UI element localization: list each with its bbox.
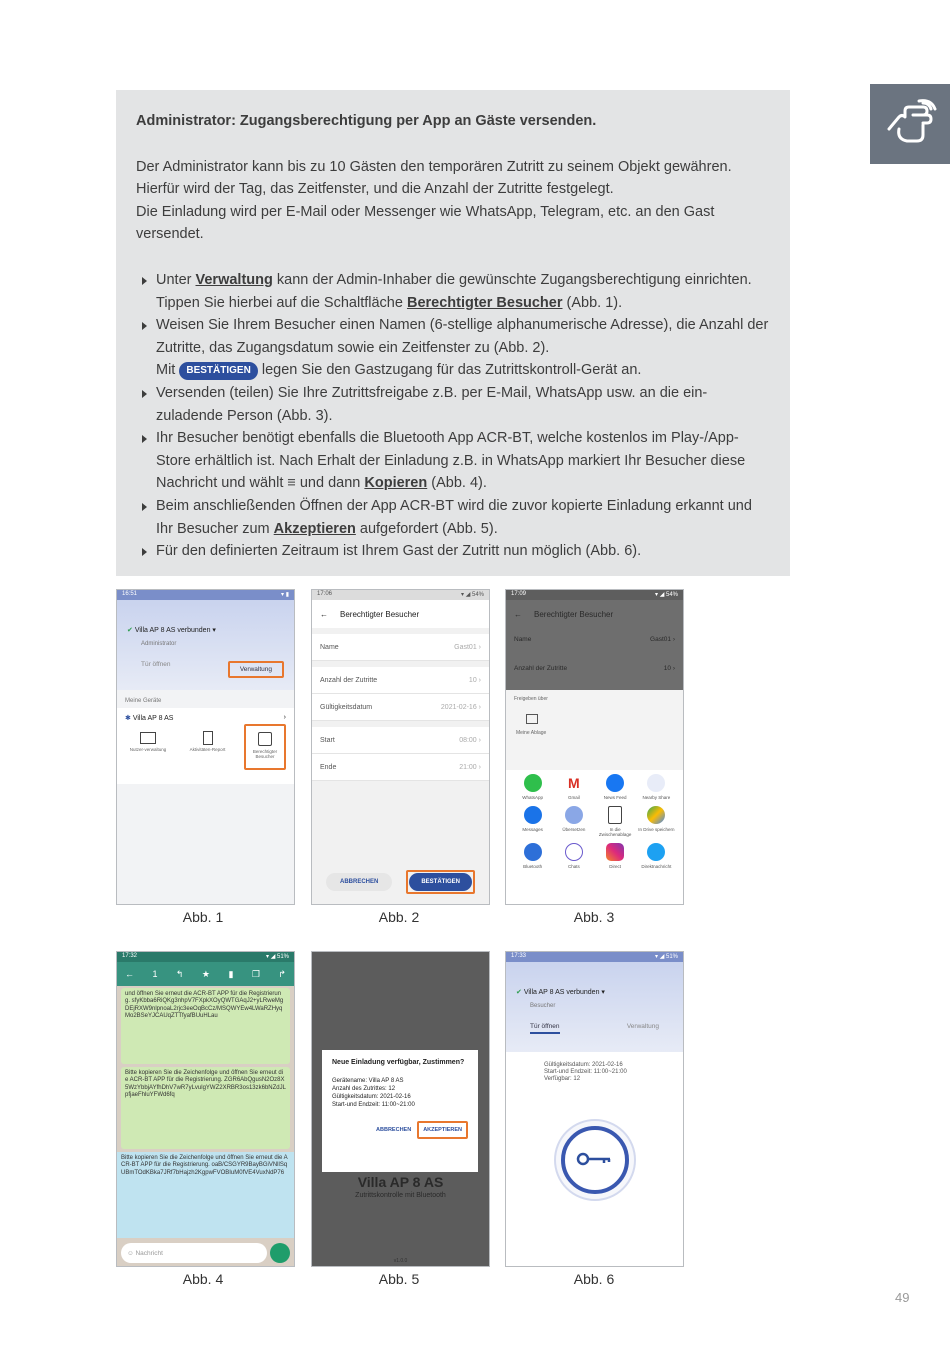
emoji-icon[interactable]: ☺ xyxy=(127,1249,134,1257)
step-item: Unter Verwaltung kann der Admin-Inhaber die gewünschte Zugangsberechtigung einrichten. Tippen Sie hierbei auf die Schaltfläche Berechtigter Besucher (Abb. 1). xyxy=(136,269,770,314)
intro-line: versendet. xyxy=(136,226,204,243)
instruction-box xyxy=(116,90,790,576)
screenshot-abb-1: 16:51 ▾ ▮ ✔ Villa AP 8 AS verbunden ▾ Administrator Tür öffnen Verwaltung Meine Geräte ✱ Villa AP 8 AS › Nutzer-verwaltung Aktivitäten-Report Berechtigter Besucher xyxy=(116,589,295,905)
selection-toolbar xyxy=(117,962,294,986)
caption-abb-5: Abb. 5 xyxy=(378,1271,420,1287)
screenshot-abb-4 xyxy=(116,951,295,1267)
share-clipboard[interactable]: In die Zwischenablage xyxy=(595,806,636,837)
tile-user-management[interactable]: Nutzer-verwaltung xyxy=(125,728,171,770)
intro-line: Der Administrator kann bis zu 10 Gästen den temporären Zutritt zu seinem Objekt gewähren. xyxy=(136,158,732,175)
tab-door-open[interactable]: Tür öffnen xyxy=(530,1023,560,1034)
step-item: Für den definierten Zeitraum ist Ihrem Gast der Zutritt nun möglich (Abb. 6). xyxy=(136,540,770,563)
intro-line: Hierfür wird der Tag, das Zeitfenster, und die Anzahl der Zutritte festgelegt. xyxy=(136,181,614,198)
storage-label[interactable]: Meine Ablage xyxy=(516,730,547,736)
key-icon xyxy=(576,1152,614,1168)
instagram-icon xyxy=(606,843,624,861)
link-kopieren: Kopieren xyxy=(364,475,428,492)
dialog-title: Neue Einladung verfügbar, Zustimmen? xyxy=(332,1059,465,1066)
share-instagram[interactable]: Direct xyxy=(595,843,636,869)
row-start[interactable]: Start 08:00 › xyxy=(312,727,489,754)
share-nearby[interactable]: Nearby Share xyxy=(636,774,677,800)
step-item: Weisen Sie Ihrem Besucher einen Namen (6-stellige alphanumerische Adresse), die Anzahl der Zutritte, das Zugangsdatum sowie ein Zeitfenster zu (Abb. 2). Mit BESTÄTIGEN legen Sie den Gastzugang für das Zutrittskontroll-Gerät an. xyxy=(136,314,770,382)
share-twitter[interactable]: Direktnachricht xyxy=(636,843,677,869)
share-gmail[interactable]: M Gmail xyxy=(553,774,594,800)
nearby-share-icon xyxy=(647,774,665,792)
screenshot-abb-5 xyxy=(311,951,490,1267)
copy-icon[interactable]: ❐ xyxy=(251,968,260,979)
tile-authorized-visitor[interactable]: Berechtigter Besucher xyxy=(244,724,286,770)
share-label: Freigeben über xyxy=(514,696,548,702)
reply-icon[interactable]: ↰ xyxy=(175,968,184,979)
share-targets xyxy=(506,770,683,873)
tile-activity-report[interactable]: Aktivitäten-Report xyxy=(185,728,231,770)
drive-icon xyxy=(647,806,665,824)
link-berechtigter-besucher: Berechtigter Besucher xyxy=(406,294,563,311)
app-brand: Villa AP 8 AS xyxy=(357,1174,444,1190)
dimmed-background: ← Berechtigter Besucher Name Gast01 › Anzahl der Zutritte 10 › xyxy=(506,600,683,690)
device-name: Villa AP 8 AS verbunden xyxy=(523,989,600,996)
status-bar: 16:51 ▾ ▮ xyxy=(117,590,294,600)
bluetooth-icon xyxy=(524,843,542,861)
caption-abb-6: Abb. 6 xyxy=(573,1271,615,1287)
touch-hand-icon xyxy=(883,99,937,150)
available-count: Verfügbar: 12 xyxy=(544,1076,581,1082)
app-bar xyxy=(312,600,489,628)
invitation-dialog: Neue Einladung verfügbar, Zustimmen? Gerätename: Villa AP 8 AS Anzahl des Zutrittes: 12 Gültigkeitsdatum: 2021-02-16 Start-und Endzeit: 11:00~21:00 ABBRECHEN AKZEPTIEREN xyxy=(322,1050,478,1172)
screenshot-abb-6 xyxy=(505,951,684,1267)
status-bar: 17:09 ▾ ◢ 54% xyxy=(506,590,683,600)
chat-message[interactable]: Bitte kopieren Sie die Zeichenfolge und öffnen Sie erneut die ACR-BT APP für die Registrierung. ZGR6AbQgusN2Oz8X5WzYbbjAYfhDhV7wR7yLvulgYWZ2XRBR3os13zk6bNZdJLpfjaeFhluYFWd6fq xyxy=(121,1067,290,1149)
tab-verwaltung[interactable]: Verwaltung xyxy=(626,1023,659,1030)
status-bar: 17:33 ▾ ◢ 51% xyxy=(506,952,683,962)
confirm-button[interactable]: BESTÄTIGEN xyxy=(409,873,472,891)
cancel-button[interactable]: ABBRECHEN xyxy=(326,873,392,891)
share-facebook[interactable]: News Feed xyxy=(595,774,636,800)
device-name: Villa AP 8 AS verbunden xyxy=(134,627,211,634)
message-input[interactable]: ☺ Nachricht xyxy=(121,1243,267,1263)
gmail-icon: M xyxy=(565,774,583,792)
user-card-icon xyxy=(140,732,156,744)
intro-line: Die Einladung wird per E-Mail oder Messenger wie WhatsApp, Telegram, etc. an den Gast xyxy=(136,203,715,220)
device-item: Villa AP 8 AS xyxy=(132,715,174,722)
tab-verwaltung[interactable]: Verwaltung xyxy=(228,661,284,678)
chat-message[interactable]: und öffnen Sie erneut die ACR-BT APP für die Registrierung. sfyKbba6RiQKg3nhpV7FXpkXOyQWTGAqJ2+yLRweMgDEjRXW9nlpnoaL2rjc3eeOqBcCz/MSQWYEw4LWaRZHyqMo2BSeYJCAUqZTTfyafBUuHLau xyxy=(121,988,290,1064)
device-header: ✔ Villa AP 8 AS verbunden ▾ Administrator Tür öffnen Verwaltung xyxy=(117,600,294,690)
caption-abb-3: Abb. 3 xyxy=(573,909,615,925)
step-item: Ihr Besucher benötigt ebenfalls die Bluetooth App ACR-BT, welche kostenlos im Play-/App-Store erhältlich ist. Nach Erhalt der Einladung z.B. in WhatsApp markiert Ihr Besucher diese Nachricht und wählt ≡ und dann Kopieren (Abb. 4). xyxy=(136,427,770,495)
back-arrow-icon[interactable]: ← xyxy=(125,969,134,979)
back-arrow-icon[interactable]: ← xyxy=(320,609,328,619)
app-subtitle: Zutrittskontrolle mit Bluetooth xyxy=(355,1192,446,1199)
star-icon[interactable]: ★ xyxy=(201,968,210,979)
device-header: ✔ Villa AP 8 AS verbunden ▾ Besucher Tür öffnen Verwaltung xyxy=(506,962,683,1052)
step-list xyxy=(136,269,770,563)
clipboard-icon xyxy=(608,806,622,824)
messages-icon xyxy=(524,806,542,824)
screen-title: Berechtigter Besucher xyxy=(340,609,420,619)
facebook-icon xyxy=(606,774,624,792)
dialog-cancel-button[interactable]: ABBRECHEN xyxy=(376,1127,412,1133)
twitter-icon xyxy=(647,843,665,861)
chat-message-selected[interactable]: Bitte kopieren Sie die Zeichenfolge und öffnen Sie erneut die ACR-BT APP für die Registrierung. oaB/CSGYR9BayBGiVNllSqUBmTOdKBka7JRf7bHajzh2KgpwFVOBIuM0fVE4VuxNdP76 xyxy=(117,1152,294,1238)
share-bluetooth[interactable]: Bluetooth xyxy=(512,843,553,869)
status-bar: 17:32 ▾ ◢ 51% xyxy=(117,952,294,962)
caption-abb-1: Abb. 1 xyxy=(182,909,224,925)
validity-date: Gültigkeitsdatum: 2021-02-16 xyxy=(544,1062,623,1068)
chapter-tab xyxy=(870,84,950,164)
row-name[interactable]: Name Gast01 › xyxy=(312,634,489,661)
status-bar: 17:06 ▾ ◢ 54% xyxy=(312,590,489,600)
delete-icon[interactable]: ▮ xyxy=(228,968,234,979)
screenshot-abb-2 xyxy=(311,589,490,905)
storage-icon xyxy=(526,714,538,724)
dialog-accept-button[interactable]: AKZEPTIEREN xyxy=(417,1121,468,1139)
page-number: 49 xyxy=(895,1290,910,1305)
screenshot-abb-3 xyxy=(505,589,684,905)
share-chats[interactable]: Chats xyxy=(553,843,594,869)
app-version: v1.0.0 xyxy=(393,1258,408,1264)
tab-door-open[interactable]: Tür öffnen xyxy=(141,661,171,668)
mic-button[interactable] xyxy=(270,1243,290,1263)
confirm-button-label: BESTÄTIGEN xyxy=(179,362,257,380)
role-label: Administrator xyxy=(141,641,177,647)
time-window: Start-und Endzeit: 11:00~21:00 xyxy=(544,1069,627,1075)
step-item: Versenden (teilen) Sie Ihre Zutrittsfreigabe z.B. per E-Mail, WhatsApp usw. an die ein-zuladende Person (Abb. 3). xyxy=(136,382,770,427)
caption-abb-4: Abb. 4 xyxy=(182,1271,224,1287)
visitor-icon xyxy=(258,732,272,746)
share-drive[interactable]: In Drive speichern xyxy=(636,806,677,837)
my-devices-label: Meine Geräte xyxy=(125,698,162,704)
whatsapp-icon xyxy=(524,774,542,792)
share-messages[interactable]: Messages xyxy=(512,806,553,837)
menu-icon: ≡ xyxy=(287,475,296,492)
unlock-button[interactable] xyxy=(554,1119,636,1201)
report-icon xyxy=(203,731,213,745)
role-label: Besucher xyxy=(530,1003,556,1009)
row-entries[interactable]: Anzahl der Zutritte 10 › xyxy=(312,667,489,694)
translate-icon xyxy=(565,806,583,824)
link-akzeptieren: Akzeptieren xyxy=(273,520,356,537)
share-translate[interactable]: Übersetzen xyxy=(553,806,594,837)
selection-count: 1 xyxy=(152,969,158,979)
share-whatsapp[interactable]: WhatsApp xyxy=(512,774,553,800)
row-end[interactable]: Ende 21:00 › xyxy=(312,754,489,781)
intro-paragraph xyxy=(136,156,770,246)
messenger-icon xyxy=(565,843,583,861)
forward-icon[interactable]: ↱ xyxy=(278,968,286,979)
row-date[interactable]: Gültigkeitsdatum 2021-02-16 › xyxy=(312,694,489,721)
step-item: Beim anschließenden Öffnen der App ACR-BT wird die zuvor kopierte Einladung erkannt und Ihr Besucher zum Akzeptieren aufgefordert (Abb. 5). xyxy=(136,495,770,540)
link-verwaltung: Verwaltung xyxy=(195,271,273,288)
caption-abb-2: Abb. 2 xyxy=(378,909,420,925)
section-heading: Administrator: Zugangsberechtigung per App an Gäste versenden. xyxy=(136,113,597,129)
